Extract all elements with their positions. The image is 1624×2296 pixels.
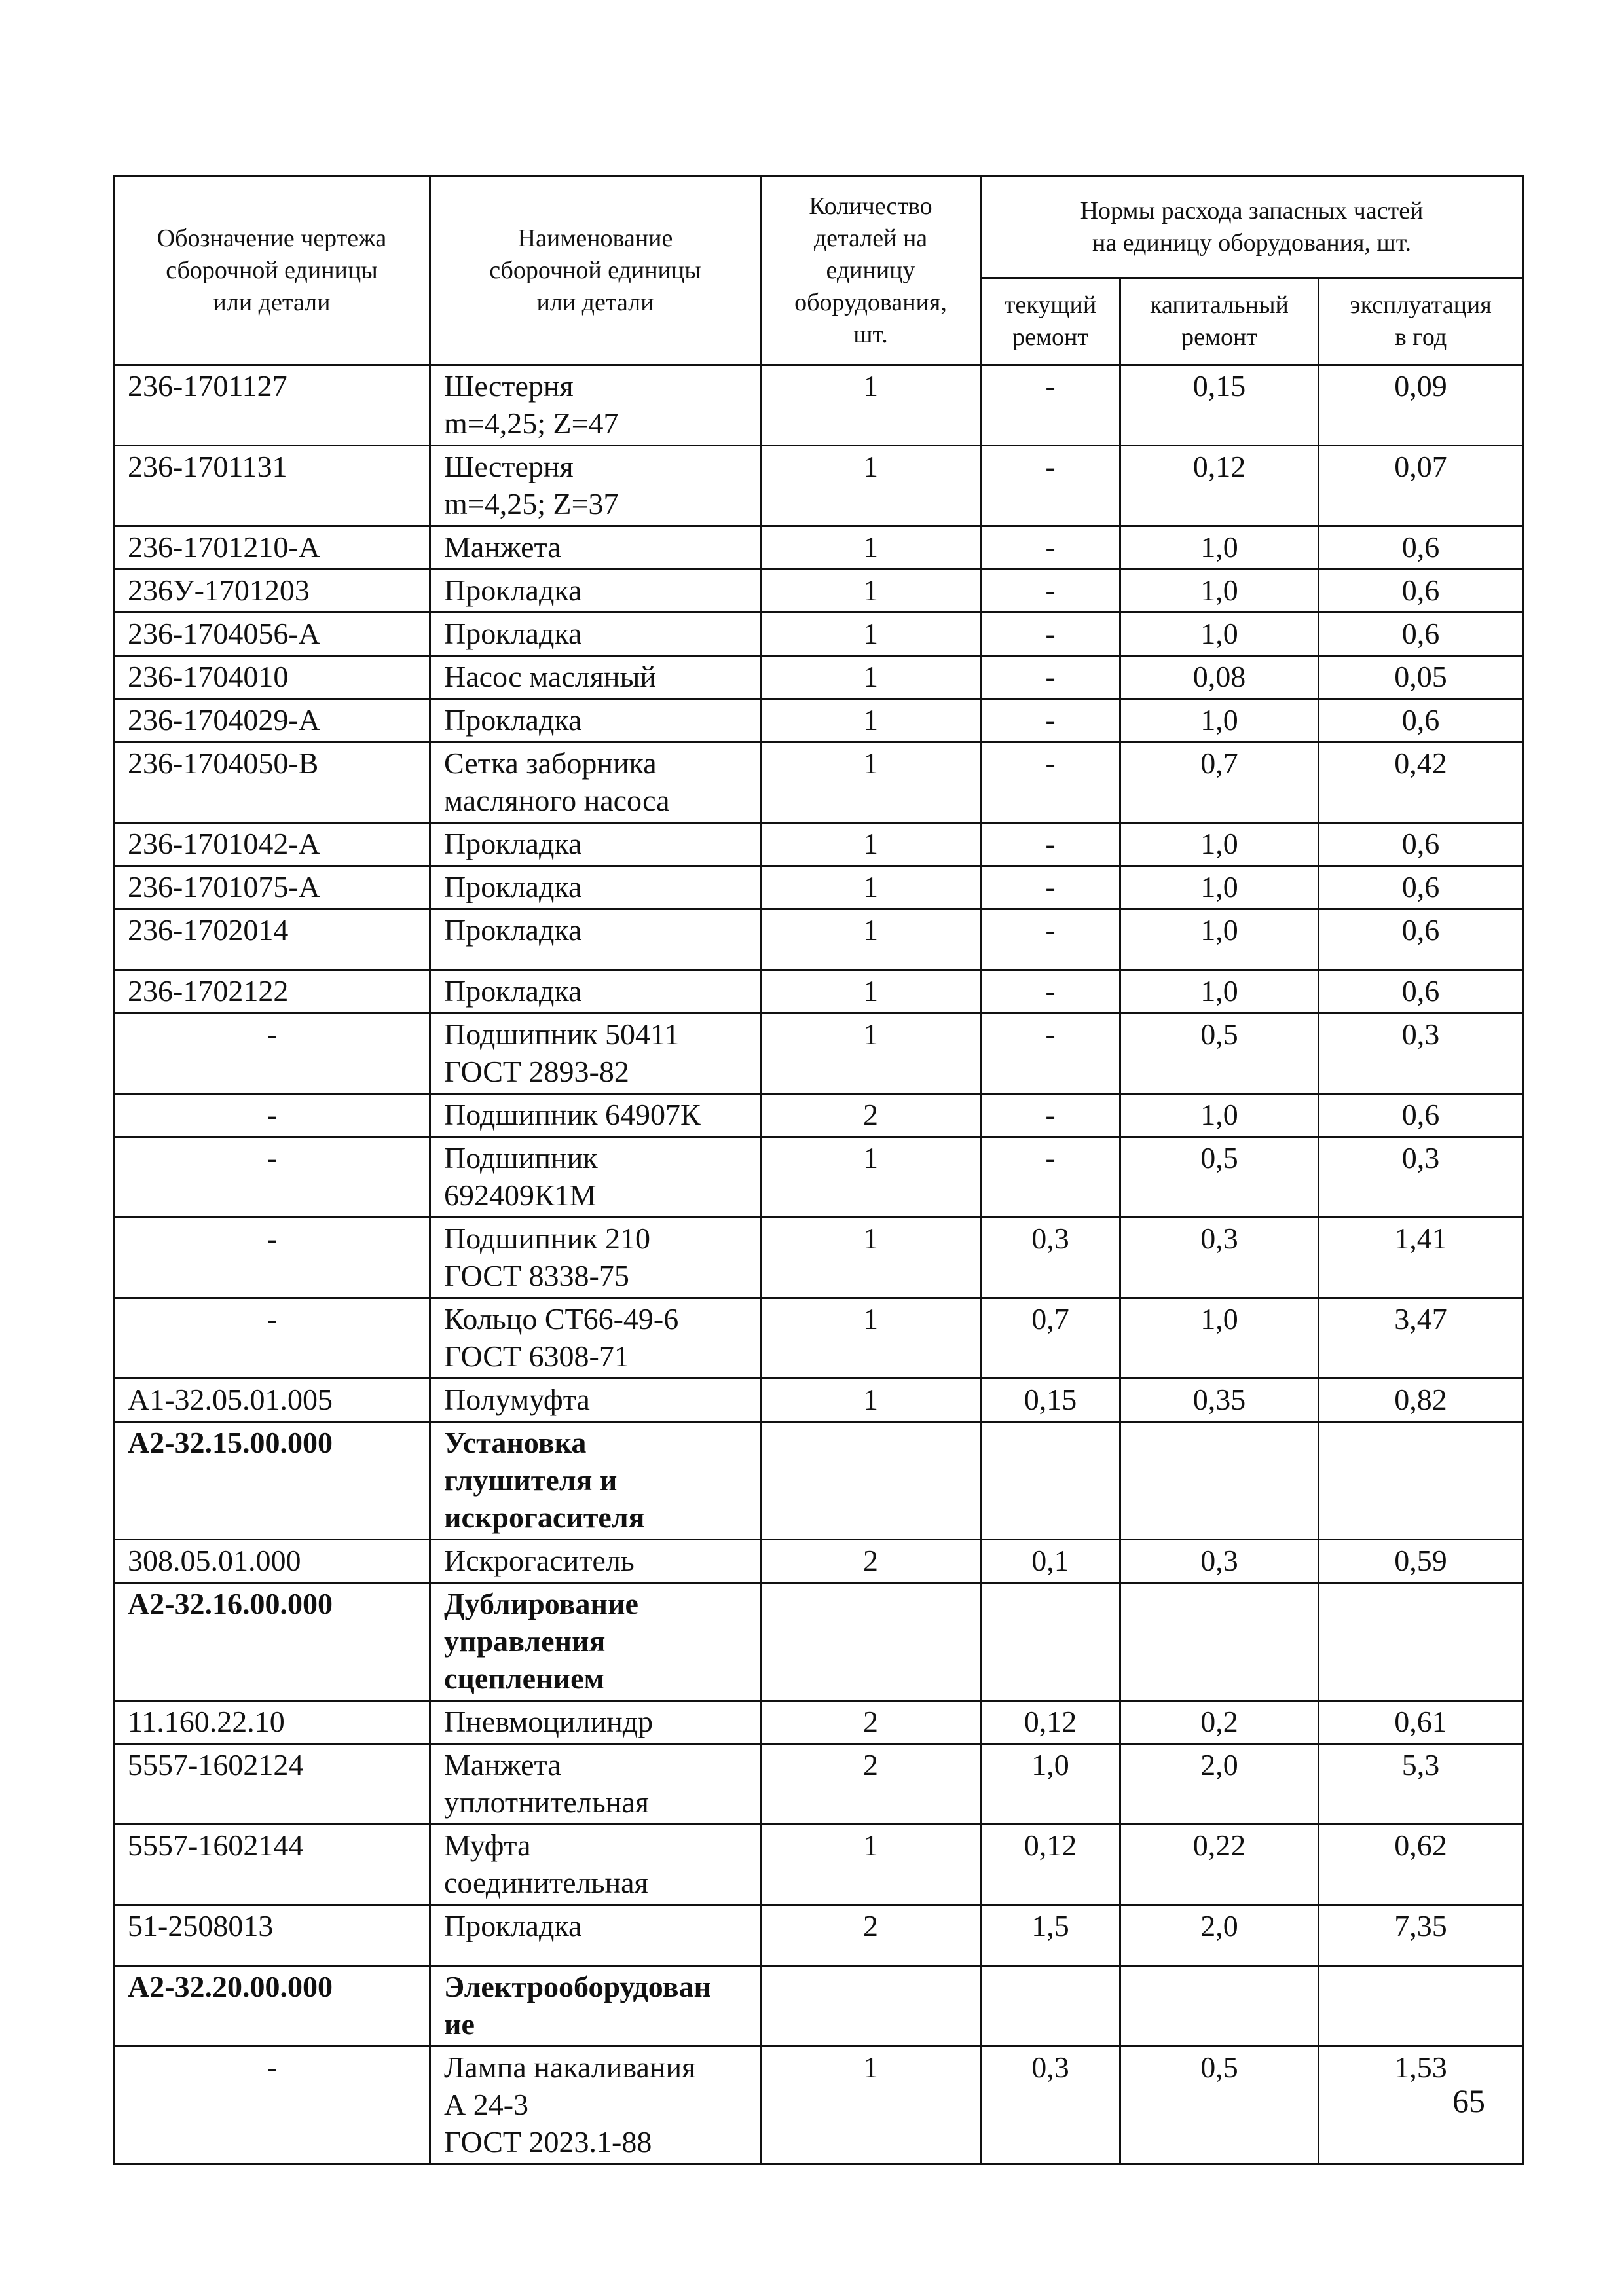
cell-capital-repair: 1,0 <box>1120 823 1319 866</box>
cell-capital-repair: 0,3 <box>1120 1540 1319 1583</box>
cell-current-repair: 0,1 <box>981 1540 1120 1583</box>
table-row <box>114 1137 1523 1218</box>
cell-capital-repair <box>1120 1583 1319 1701</box>
cell-drawing-code: - <box>114 1094 430 1137</box>
cell-capital-repair: 0,5 <box>1120 1137 1319 1218</box>
cell-quantity: 1 <box>761 656 981 699</box>
cell-capital-repair: 0,12 <box>1120 446 1319 526</box>
table-row <box>114 1298 1523 1379</box>
cell-capital-repair: 1,0 <box>1120 570 1319 613</box>
cell-annual-operation <box>1319 1966 1523 2047</box>
cell-capital-repair: 0,5 <box>1120 2047 1319 2164</box>
cell-drawing-code: - <box>114 1137 430 1218</box>
cell-drawing-code: 236-1701210-А <box>114 526 430 570</box>
cell-capital-repair: 0,35 <box>1120 1379 1319 1422</box>
cell-quantity: 1 <box>761 742 981 823</box>
table-row <box>114 2047 1523 2164</box>
cell-capital-repair: 1,0 <box>1120 970 1319 1013</box>
cell-current-repair: 0,12 <box>981 1825 1120 1905</box>
header-drawing-code: Обозначение чертежа сборочной единицы или детали <box>114 177 430 365</box>
cell-capital-repair: 1,0 <box>1120 1094 1319 1137</box>
table-row <box>114 526 1523 570</box>
cell-annual-operation: 0,82 <box>1319 1379 1523 1422</box>
cell-item-name: Прокладка <box>430 613 761 656</box>
cell-quantity: 1 <box>761 570 981 613</box>
cell-item-name: Прокладка <box>430 823 761 866</box>
cell-item-name: Прокладка <box>430 909 761 970</box>
cell-capital-repair: 2,0 <box>1120 1905 1319 1966</box>
cell-annual-operation <box>1319 1583 1523 1701</box>
cell-drawing-code: 236-1704029-А <box>114 699 430 742</box>
cell-drawing-code: 5557-1602144 <box>114 1825 430 1905</box>
cell-quantity: 1 <box>761 1137 981 1218</box>
cell-capital-repair: 0,22 <box>1120 1825 1319 1905</box>
cell-current-repair: - <box>981 365 1120 446</box>
cell-drawing-code: - <box>114 1218 430 1298</box>
cell-quantity <box>761 1966 981 2047</box>
cell-annual-operation: 0,09 <box>1319 365 1523 446</box>
table-row <box>114 699 1523 742</box>
cell-item-name: Подшипник 50411 ГОСТ 2893-82 <box>430 1013 761 1094</box>
cell-current-repair: 0,7 <box>981 1298 1120 1379</box>
cell-quantity: 1 <box>761 365 981 446</box>
cell-annual-operation: 0,6 <box>1319 909 1523 970</box>
cell-quantity <box>761 1422 981 1540</box>
cell-item-name: Муфта соединительная <box>430 1825 761 1905</box>
table-row <box>114 823 1523 866</box>
cell-drawing-code: 236-1704050-В <box>114 742 430 823</box>
cell-drawing-code: А1-32.05.01.005 <box>114 1379 430 1422</box>
cell-quantity: 2 <box>761 1701 981 1744</box>
cell-drawing-code: - <box>114 1298 430 1379</box>
table-row <box>114 570 1523 613</box>
cell-annual-operation: 0,6 <box>1319 570 1523 613</box>
cell-current-repair: - <box>981 570 1120 613</box>
cell-drawing-code: 236У-1701203 <box>114 570 430 613</box>
header-annual-operation: эксплуатация в год <box>1319 278 1523 365</box>
cell-item-name: Манжета <box>430 526 761 570</box>
cell-current-repair: - <box>981 446 1120 526</box>
cell-item-name: Насос масляный <box>430 656 761 699</box>
cell-quantity: 1 <box>761 970 981 1013</box>
header-consumption-norms: Нормы расхода запасных частей на единицу оборудования, шт. <box>981 177 1523 278</box>
cell-annual-operation: 0,61 <box>1319 1701 1523 1744</box>
cell-drawing-code: 51-2508013 <box>114 1905 430 1966</box>
cell-current-repair: - <box>981 1013 1120 1094</box>
cell-annual-operation: 0,6 <box>1319 866 1523 909</box>
cell-drawing-code: 236-1701127 <box>114 365 430 446</box>
cell-capital-repair <box>1120 1966 1319 2047</box>
cell-annual-operation: 5,3 <box>1319 1744 1523 1825</box>
cell-annual-operation: 0,59 <box>1319 1540 1523 1583</box>
table-row <box>114 1825 1523 1905</box>
cell-quantity: 1 <box>761 1379 981 1422</box>
table-row <box>114 866 1523 909</box>
table-row <box>114 1379 1523 1422</box>
cell-annual-operation: 1,53 <box>1319 2047 1523 2164</box>
cell-item-name: Подшипник 64907К <box>430 1094 761 1137</box>
cell-quantity: 1 <box>761 1218 981 1298</box>
cell-item-name: Манжета уплотнительная <box>430 1744 761 1825</box>
cell-drawing-code: 11.160.22.10 <box>114 1701 430 1744</box>
cell-quantity: 1 <box>761 2047 981 2164</box>
cell-annual-operation: 0,6 <box>1319 699 1523 742</box>
cell-capital-repair: 0,2 <box>1120 1701 1319 1744</box>
cell-capital-repair: 1,0 <box>1120 699 1319 742</box>
cell-annual-operation: 0,3 <box>1319 1013 1523 1094</box>
cell-quantity: 1 <box>761 526 981 570</box>
cell-drawing-code: А2-32.16.00.000 <box>114 1583 430 1701</box>
cell-drawing-code: 236-1701131 <box>114 446 430 526</box>
cell-capital-repair: 1,0 <box>1120 613 1319 656</box>
table-row <box>114 909 1523 970</box>
cell-drawing-code: 236-1702014 <box>114 909 430 970</box>
table-row <box>114 970 1523 1013</box>
cell-quantity: 2 <box>761 1540 981 1583</box>
cell-annual-operation: 0,05 <box>1319 656 1523 699</box>
cell-drawing-code: - <box>114 2047 430 2164</box>
cell-current-repair: - <box>981 526 1120 570</box>
cell-drawing-code: 236-1702122 <box>114 970 430 1013</box>
cell-current-repair: - <box>981 656 1120 699</box>
cell-quantity: 1 <box>761 613 981 656</box>
table-row <box>114 1966 1523 2047</box>
cell-current-repair <box>981 1422 1120 1540</box>
cell-quantity: 1 <box>761 909 981 970</box>
header-quantity: Количество деталей на единицу оборудования, шт. <box>761 177 981 365</box>
page-number: 65 <box>1452 2083 1485 2119</box>
cell-drawing-code: 236-1701075-А <box>114 866 430 909</box>
cell-current-repair: 0,12 <box>981 1701 1120 1744</box>
cell-capital-repair: 0,3 <box>1120 1218 1319 1298</box>
table-row <box>114 613 1523 656</box>
table-row <box>114 1701 1523 1744</box>
cell-item-name: Кольцо СТ66-49-6 ГОСТ 6308-71 <box>430 1298 761 1379</box>
cell-annual-operation: 0,62 <box>1319 1825 1523 1905</box>
table-row <box>114 1905 1523 1966</box>
table-row <box>114 656 1523 699</box>
cell-quantity: 1 <box>761 1013 981 1094</box>
cell-item-name: Подшипник 210 ГОСТ 8338-75 <box>430 1218 761 1298</box>
cell-quantity: 1 <box>761 1825 981 1905</box>
cell-quantity: 1 <box>761 866 981 909</box>
cell-item-name: Пневмоцилиндр <box>430 1701 761 1744</box>
cell-annual-operation: 0,3 <box>1319 1137 1523 1218</box>
cell-current-repair: 1,5 <box>981 1905 1120 1966</box>
cell-capital-repair <box>1120 1422 1319 1540</box>
table-row <box>114 1013 1523 1094</box>
cell-quantity: 2 <box>761 1744 981 1825</box>
cell-annual-operation: 0,6 <box>1319 970 1523 1013</box>
cell-capital-repair: 1,0 <box>1120 526 1319 570</box>
cell-capital-repair: 0,5 <box>1120 1013 1319 1094</box>
cell-current-repair: 1,0 <box>981 1744 1120 1825</box>
cell-current-repair: - <box>981 699 1120 742</box>
cell-current-repair: 0,15 <box>981 1379 1120 1422</box>
cell-item-name: Шестерня m=4,25; Z=37 <box>430 446 761 526</box>
table-body <box>114 365 1523 2164</box>
cell-item-name: Прокладка <box>430 570 761 613</box>
cell-current-repair: - <box>981 823 1120 866</box>
cell-annual-operation: 0,6 <box>1319 613 1523 656</box>
cell-capital-repair: 1,0 <box>1120 909 1319 970</box>
cell-item-name: Прокладка <box>430 1905 761 1966</box>
cell-item-name: Лампа накаливания А 24-3 ГОСТ 2023.1-88 <box>430 2047 761 2164</box>
cell-item-name: Подшипник 692409К1М <box>430 1137 761 1218</box>
table-row <box>114 1422 1523 1540</box>
cell-annual-operation: 0,6 <box>1319 823 1523 866</box>
table-row <box>114 1540 1523 1583</box>
cell-drawing-code: 308.05.01.000 <box>114 1540 430 1583</box>
cell-drawing-code: А2-32.20.00.000 <box>114 1966 430 2047</box>
cell-drawing-code: 5557-1602124 <box>114 1744 430 1825</box>
cell-item-name: Искрогаситель <box>430 1540 761 1583</box>
cell-drawing-code: - <box>114 1013 430 1094</box>
table-row <box>114 365 1523 446</box>
cell-quantity: 1 <box>761 699 981 742</box>
cell-capital-repair: 0,08 <box>1120 656 1319 699</box>
cell-quantity: 1 <box>761 446 981 526</box>
cell-annual-operation <box>1319 1422 1523 1540</box>
cell-annual-operation: 0,07 <box>1319 446 1523 526</box>
header-current-repair: текущий ремонт <box>981 278 1120 365</box>
cell-drawing-code: 236-1704056-А <box>114 613 430 656</box>
cell-capital-repair: 0,15 <box>1120 365 1319 446</box>
cell-annual-operation: 1,41 <box>1319 1218 1523 1298</box>
cell-quantity: 2 <box>761 1094 981 1137</box>
cell-item-name: Прокладка <box>430 699 761 742</box>
cell-capital-repair: 1,0 <box>1120 866 1319 909</box>
table-row <box>114 742 1523 823</box>
cell-quantity <box>761 1583 981 1701</box>
table-row <box>114 446 1523 526</box>
cell-current-repair: 0,3 <box>981 1218 1120 1298</box>
cell-current-repair: - <box>981 970 1120 1013</box>
cell-capital-repair: 2,0 <box>1120 1744 1319 1825</box>
cell-current-repair: - <box>981 909 1120 970</box>
cell-item-name: Прокладка <box>430 970 761 1013</box>
header-capital-repair: капитальный ремонт <box>1120 278 1319 365</box>
cell-drawing-code: А2-32.15.00.000 <box>114 1422 430 1540</box>
table-row <box>114 1744 1523 1825</box>
header-item-name: Наименование сборочной единицы или детали <box>430 177 761 365</box>
cell-current-repair: 0,3 <box>981 2047 1120 2164</box>
cell-item-name: Электрооборудован ие <box>430 1966 761 2047</box>
cell-annual-operation: 0,6 <box>1319 1094 1523 1137</box>
cell-item-name: Прокладка <box>430 866 761 909</box>
cell-annual-operation: 0,6 <box>1319 526 1523 570</box>
table-row <box>114 1094 1523 1137</box>
cell-item-name: Дублирование управления сцеплением <box>430 1583 761 1701</box>
cell-quantity: 1 <box>761 823 981 866</box>
cell-current-repair <box>981 1966 1120 2047</box>
cell-capital-repair: 0,7 <box>1120 742 1319 823</box>
cell-drawing-code: 236-1704010 <box>114 656 430 699</box>
cell-current-repair <box>981 1583 1120 1701</box>
cell-item-name: Сетка заборника масляного насоса <box>430 742 761 823</box>
cell-capital-repair: 1,0 <box>1120 1298 1319 1379</box>
table-row <box>114 1218 1523 1298</box>
cell-annual-operation: 0,42 <box>1319 742 1523 823</box>
cell-current-repair: - <box>981 1094 1120 1137</box>
cell-quantity: 2 <box>761 1905 981 1966</box>
cell-quantity: 1 <box>761 1298 981 1379</box>
cell-annual-operation: 3,47 <box>1319 1298 1523 1379</box>
cell-item-name: Полумуфта <box>430 1379 761 1422</box>
cell-current-repair: - <box>981 1137 1120 1218</box>
cell-current-repair: - <box>981 742 1120 823</box>
cell-item-name: Установка глушителя и искрогасителя <box>430 1422 761 1540</box>
cell-annual-operation: 7,35 <box>1319 1905 1523 1966</box>
spare-parts-table <box>113 175 1524 2165</box>
cell-current-repair: - <box>981 613 1120 656</box>
cell-item-name: Шестерня m=4,25; Z=47 <box>430 365 761 446</box>
cell-drawing-code: 236-1701042-А <box>114 823 430 866</box>
table-row <box>114 1583 1523 1701</box>
cell-current-repair: - <box>981 866 1120 909</box>
